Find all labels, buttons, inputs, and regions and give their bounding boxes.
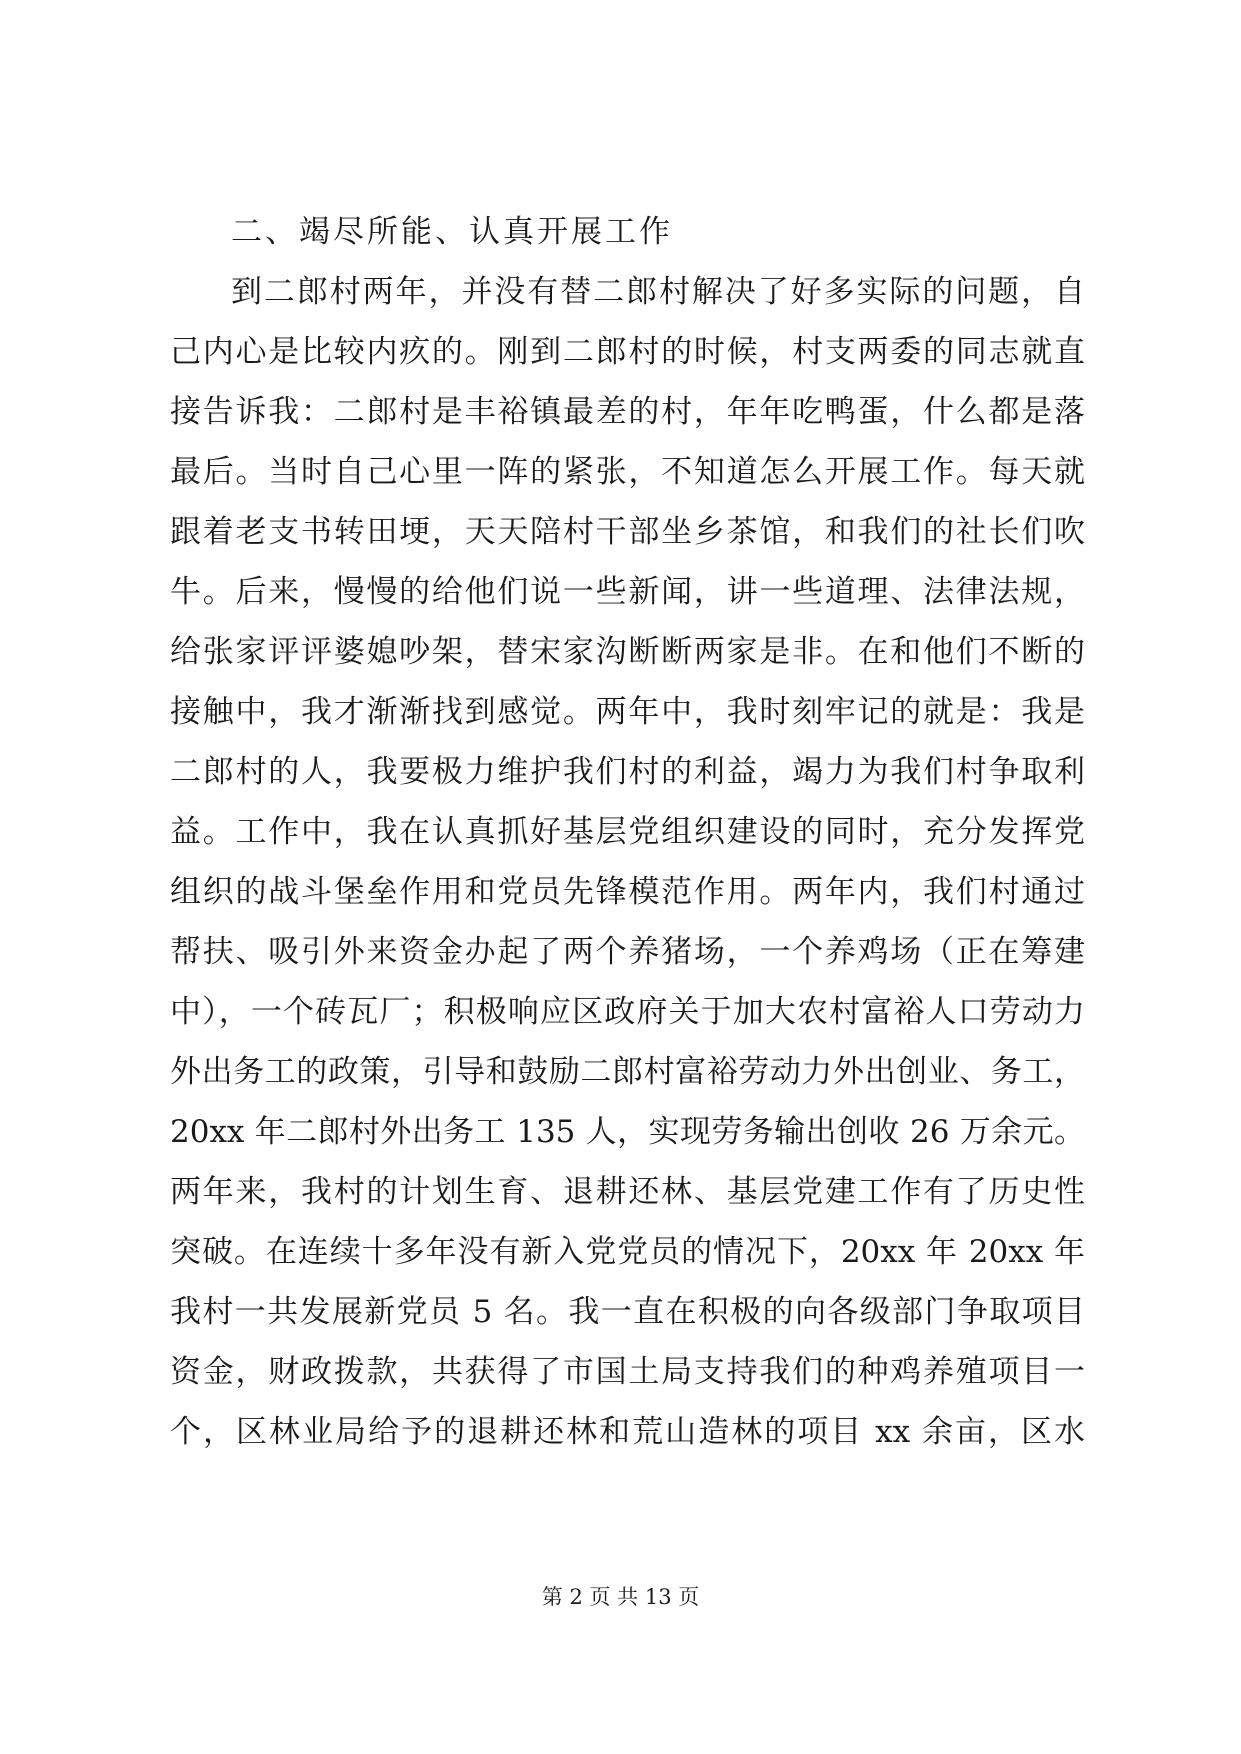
paragraph-line: 牛。后来，慢慢的给他们说一些新闻，讲一些道理、法律法规， <box>170 574 1085 610</box>
paragraph-line: 个，区林业局给予的退耕还林和荒山造林的项目 xx 余亩，区水 <box>170 1414 1085 1450</box>
paragraph-line: 突破。在连续十多年没有新入党党员的情况下，20xx 年 20xx 年 <box>170 1234 1085 1270</box>
paragraph-line: 资金，财政拨款，共获得了市国土局支持我们的种鸡养殖项目一 <box>170 1354 1085 1390</box>
paragraph-line: 组织的战斗堡垒作用和党员先锋模范作用。两年内，我们村通过 <box>170 874 1085 910</box>
paragraph-line: 中），一个砖瓦厂；积极响应区政府关于加大农村富裕人口劳动力 <box>170 994 1085 1030</box>
paragraph-line: 最后。当时自己心里一阵的紧张，不知道怎么开展工作。每天就 <box>170 454 1085 490</box>
paragraph-line: 跟着老支书转田埂，天天陪村干部坐乡茶馆，和我们的社长们吹 <box>170 514 1085 550</box>
paragraph-line: 益。工作中，我在认真抓好基层党组织建设的同时，充分发挥党 <box>170 814 1085 850</box>
paragraph-line: 20xx 年二郎村外出务工 135 人，实现劳务输出创收 26 万余元。 <box>170 1114 1085 1150</box>
paragraph-line: 外出务工的政策，引导和鼓励二郎村富裕劳动力外出创业、务工， <box>170 1054 1085 1090</box>
paragraph-line: 两年来，我村的计划生育、退耕还林、基层党建工作有了历史性 <box>170 1174 1085 1210</box>
paragraph-line: 到二郎村两年，并没有替二郎村解决了好多实际的问题，自 <box>231 274 1085 310</box>
page-number-footer: 第 2 页 共 13 页 <box>541 1585 700 1609</box>
paragraph-line: 二郎村的人，我要极力维护我们村的利益，竭力为我们村争取利 <box>170 754 1085 790</box>
paragraph-line: 帮扶、吸引外来资金办起了两个养猪场，一个养鸡场（正在筹建 <box>170 934 1085 970</box>
paragraph-line: 我村一共发展新党员 5 名。我一直在积极的向各级部门争取项目 <box>170 1294 1085 1330</box>
paragraph-line: 给张家评评婆媳吵架，替宋家沟断断两家是非。在和他们不断的 <box>170 634 1085 670</box>
paragraph-line: 接告诉我：二郎村是丰裕镇最差的村，年年吃鸭蛋，什么都是落 <box>170 394 1085 430</box>
section-heading: 二、竭尽所能、认真开展工作 <box>231 214 673 250</box>
paragraph-line: 己内心是比较内疚的。刚到二郎村的时候，村支两委的同志就直 <box>170 334 1085 370</box>
paragraph-line: 接触中，我才渐渐找到感觉。两年中，我时刻牢记的就是：我是 <box>170 694 1085 730</box>
